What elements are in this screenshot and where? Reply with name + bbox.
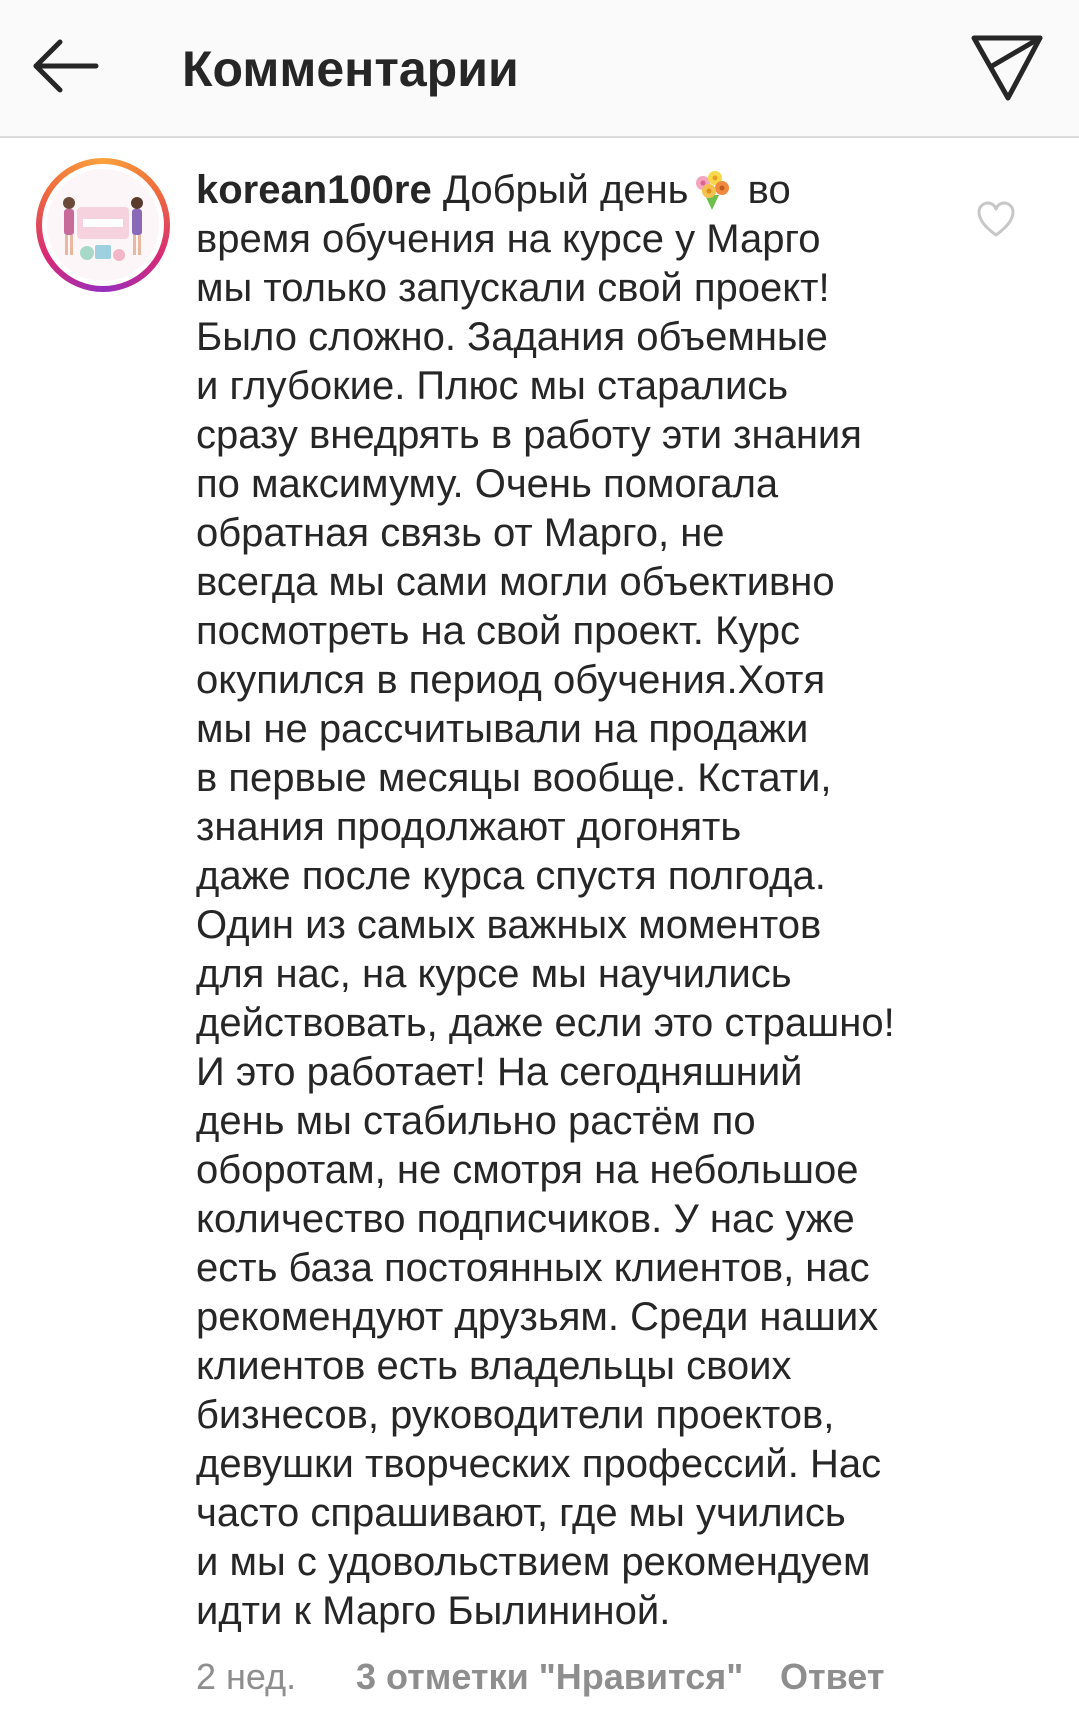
avatar-illustration [47, 169, 159, 281]
comment-text-start: Добрый день [442, 168, 689, 212]
avatar-image [47, 169, 159, 281]
paper-plane-icon [968, 28, 1048, 108]
avatar[interactable] [36, 158, 170, 292]
page-title: Комментарии [182, 41, 519, 97]
likes-count-link[interactable]: 3 отметки "Нравится" [356, 1656, 744, 1697]
share-button[interactable] [968, 28, 1048, 108]
back-button[interactable] [30, 36, 110, 100]
bouquet-icon [691, 169, 733, 211]
reply-button[interactable]: Ответ [780, 1656, 885, 1697]
heart-outline-icon [976, 200, 1016, 240]
comment-text [196, 166, 956, 1636]
like-button[interactable] [976, 200, 1016, 240]
comment-username[interactable]: korean100re [196, 168, 432, 212]
comment-time: 2 нед. [196, 1656, 297, 1697]
top-bar [0, 0, 1079, 138]
comment-text-body: во время обучения на курсе у Марго мы только запускали свой проект! Было сложно. Задания объемные и глубокие. Плюс мы старались сразу внедрять в работу эти знания по максимуму. Очень помогала обратная связь от Марго, не всегда мы сами могли объективно посмотреть на свой проект. Курс окупился в период обучения.Хотя мы не рассчитывали на продажи в первые месяцы вообще. Кстати, знания продолжают догонять даже после курса спустя полгода. Один из самых важных моментов для нас, на курсе мы научились действовать, даже если это страшно! И это работает! На сегодняшний день мы стабильно растём по оборотам, не смотря на небольшое количество подписчиков. У нас уже есть база постоянных клиентов, нас рекомендуют друзьям. Среди наших клиентов есть владельцы своих бизнесов, руководители проектов, девушки творческих профессий. Нас часто спрашивают, где мы учились и мы с удовольствием рекомендуем идти к Марго Былининой. [196, 168, 895, 1633]
arrow-left-icon [30, 36, 110, 100]
